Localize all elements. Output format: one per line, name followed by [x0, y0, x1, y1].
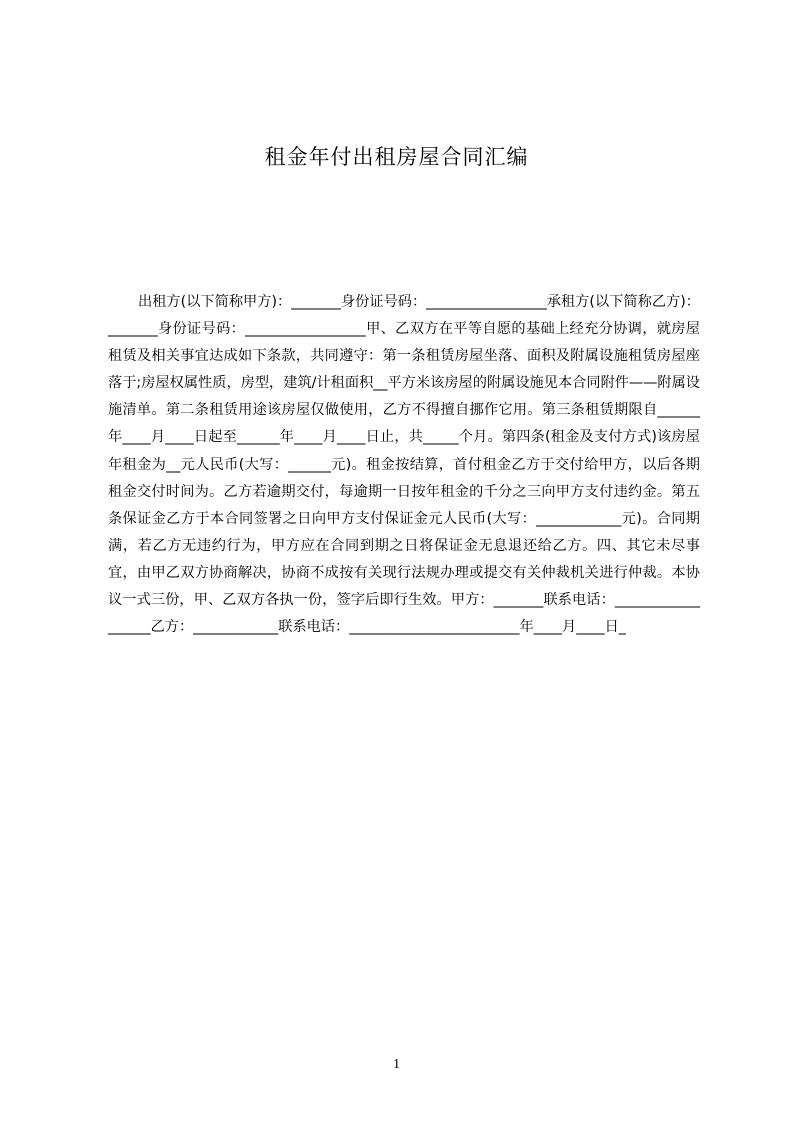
- contract-body: 出租方(以下简称甲方)：_______身份证号码：_________________承租方(以下简称乙方)：_______身份证号码：_________________甲、乙双方在平等自愿的基础上经充分协调，就房屋租赁及相关事宜达成如下条款，共同遵守：第一条租赁房屋坐落、面积及附属设施租赁房屋座落于;房屋权属性质，房型，建筑/计租面积__平方米该房屋的附属设施见本合同附件——附属设施清单。第二条租赁用途该房屋仅做使用，乙方不得擅自挪作它用。第三条租赁期限自______年____月____日起至______年____月____日止，共_____个月。第四条(租金及支付方式)该房屋年租金为__元人民币(大写：______元)。租金按结算，首付租金乙方于交付给甲方，以后各期租金交付时间为。乙方若逾期交付，每逾期一日按年租金的千分之三向甲方支付违约金。第五条保证金乙方于本合同签署之日向甲方支付保证金元人民币(大写：____________元)。合同期满，若乙方无违约行为，甲方应在合同到期之日将保证金无息退还给乙方。四、其它未尽事宜，由甲乙双方协商解决，协商不成按有关现行法规办理或提交有关仲裁机关进行仲裁。本协议一式三份，甲、乙双方各执一份，签字后即行生效。甲方：_______联系电话：__________________乙方：____________联系电话：________________________年____月____日_: [108, 294, 700, 636]
- page-number: 1: [393, 1057, 400, 1072]
- document-title: 租金年付出租房屋合同汇编: [264, 145, 529, 169]
